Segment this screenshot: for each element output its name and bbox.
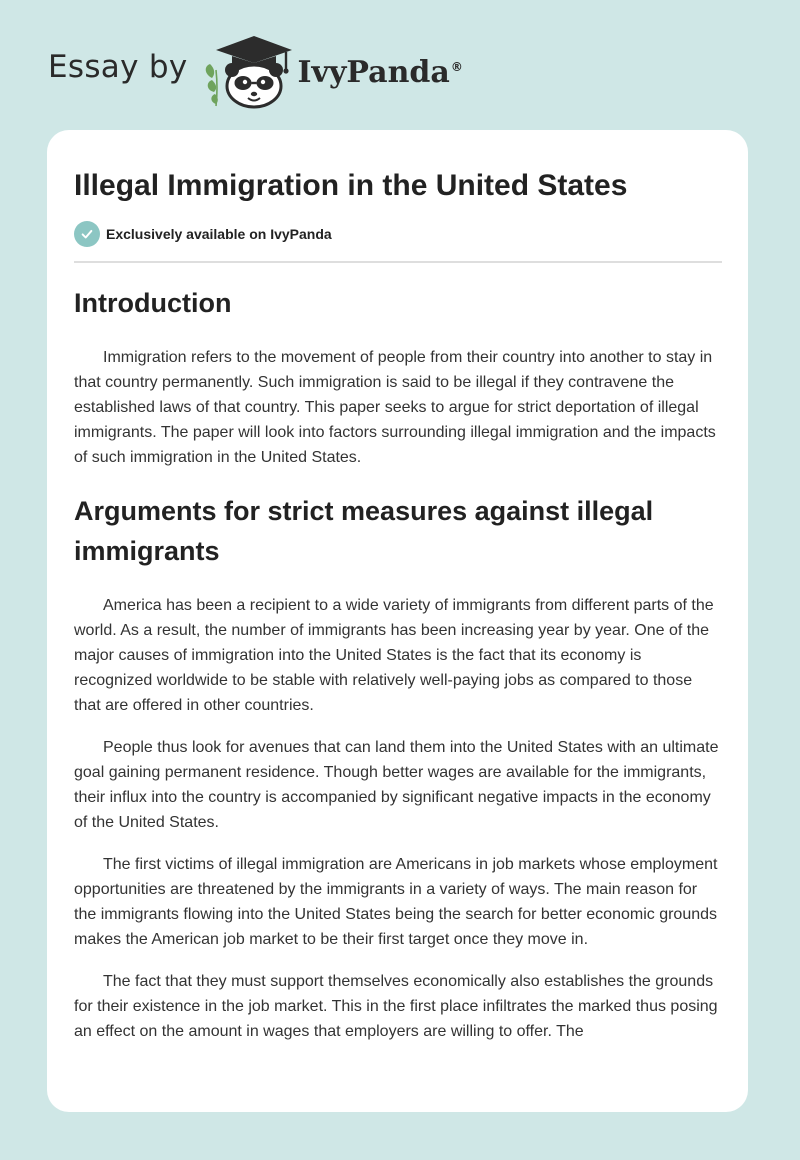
section-heading: Introduction: [74, 288, 232, 318]
paragraph: The first victims of illegal immigration are Americans in job markets whose employment opportunities are threatened by the immigrants in a variety of ways. The main reason for the immigrants flowing into the United States being the search for better economic grounds makes the American job market to be their first target once they move in.: [74, 856, 718, 948]
availability-badge: [74, 220, 722, 248]
brand-name: IvyPanda®: [297, 54, 463, 90]
title-divider: [74, 261, 722, 263]
registered-mark: ®: [450, 59, 463, 74]
ivy-leaf-icon: [205, 64, 217, 106]
paragraph: The fact that they must support themselves economically also establishes the grounds for their existence in the job market. This in the first place infiltrates the marked thus posing an effect on the amount in wages that employers are willing to offer. The: [74, 973, 718, 1040]
panda-logo-icon: [202, 30, 294, 110]
paragraph: People thus look for avenues that can land them into the United States with an ultimate goal gaining permanent residence. Though better wages are available for the immigrants, their influx into the country is accompanied by significant negative impacts in the economy of the United States.: [74, 739, 719, 831]
brand-prefix: Essay by: [48, 49, 188, 85]
paragraph: Immigration refers to the movement of people from their country into another to stay in that country permanently. Such immigration is said to be illegal if they contravene the established laws of that country. This paper seeks to argue for strict deportation of illegal immigrants. The paper will look into factors surrounding illegal immigration and the impacts of such immigration in the United States.: [74, 349, 716, 466]
check-icon: [74, 221, 100, 247]
section-arguments: [74, 491, 722, 1044]
section-heading: Arguments for strict measures against illegal immigrants: [74, 496, 654, 566]
essay-card: [47, 130, 748, 1112]
section-introduction: [74, 283, 722, 470]
page-title: Illegal Immigration in the United States: [74, 169, 628, 202]
site-header: [48, 30, 463, 110]
paragraph: America has been a recipient to a wide variety of immigrants from different parts of the world. As a result, the number of immigrants has been increasing year by year. One of the major causes of immigration into the United States is the fact that its economy is recognized worldwide to be stable with relatively well-paying jobs as compared to those that are offered in other countries.: [74, 597, 714, 714]
brand-logo-link[interactable]: [202, 30, 463, 110]
badge-label: Exclusively available on IvyPanda: [106, 226, 332, 242]
